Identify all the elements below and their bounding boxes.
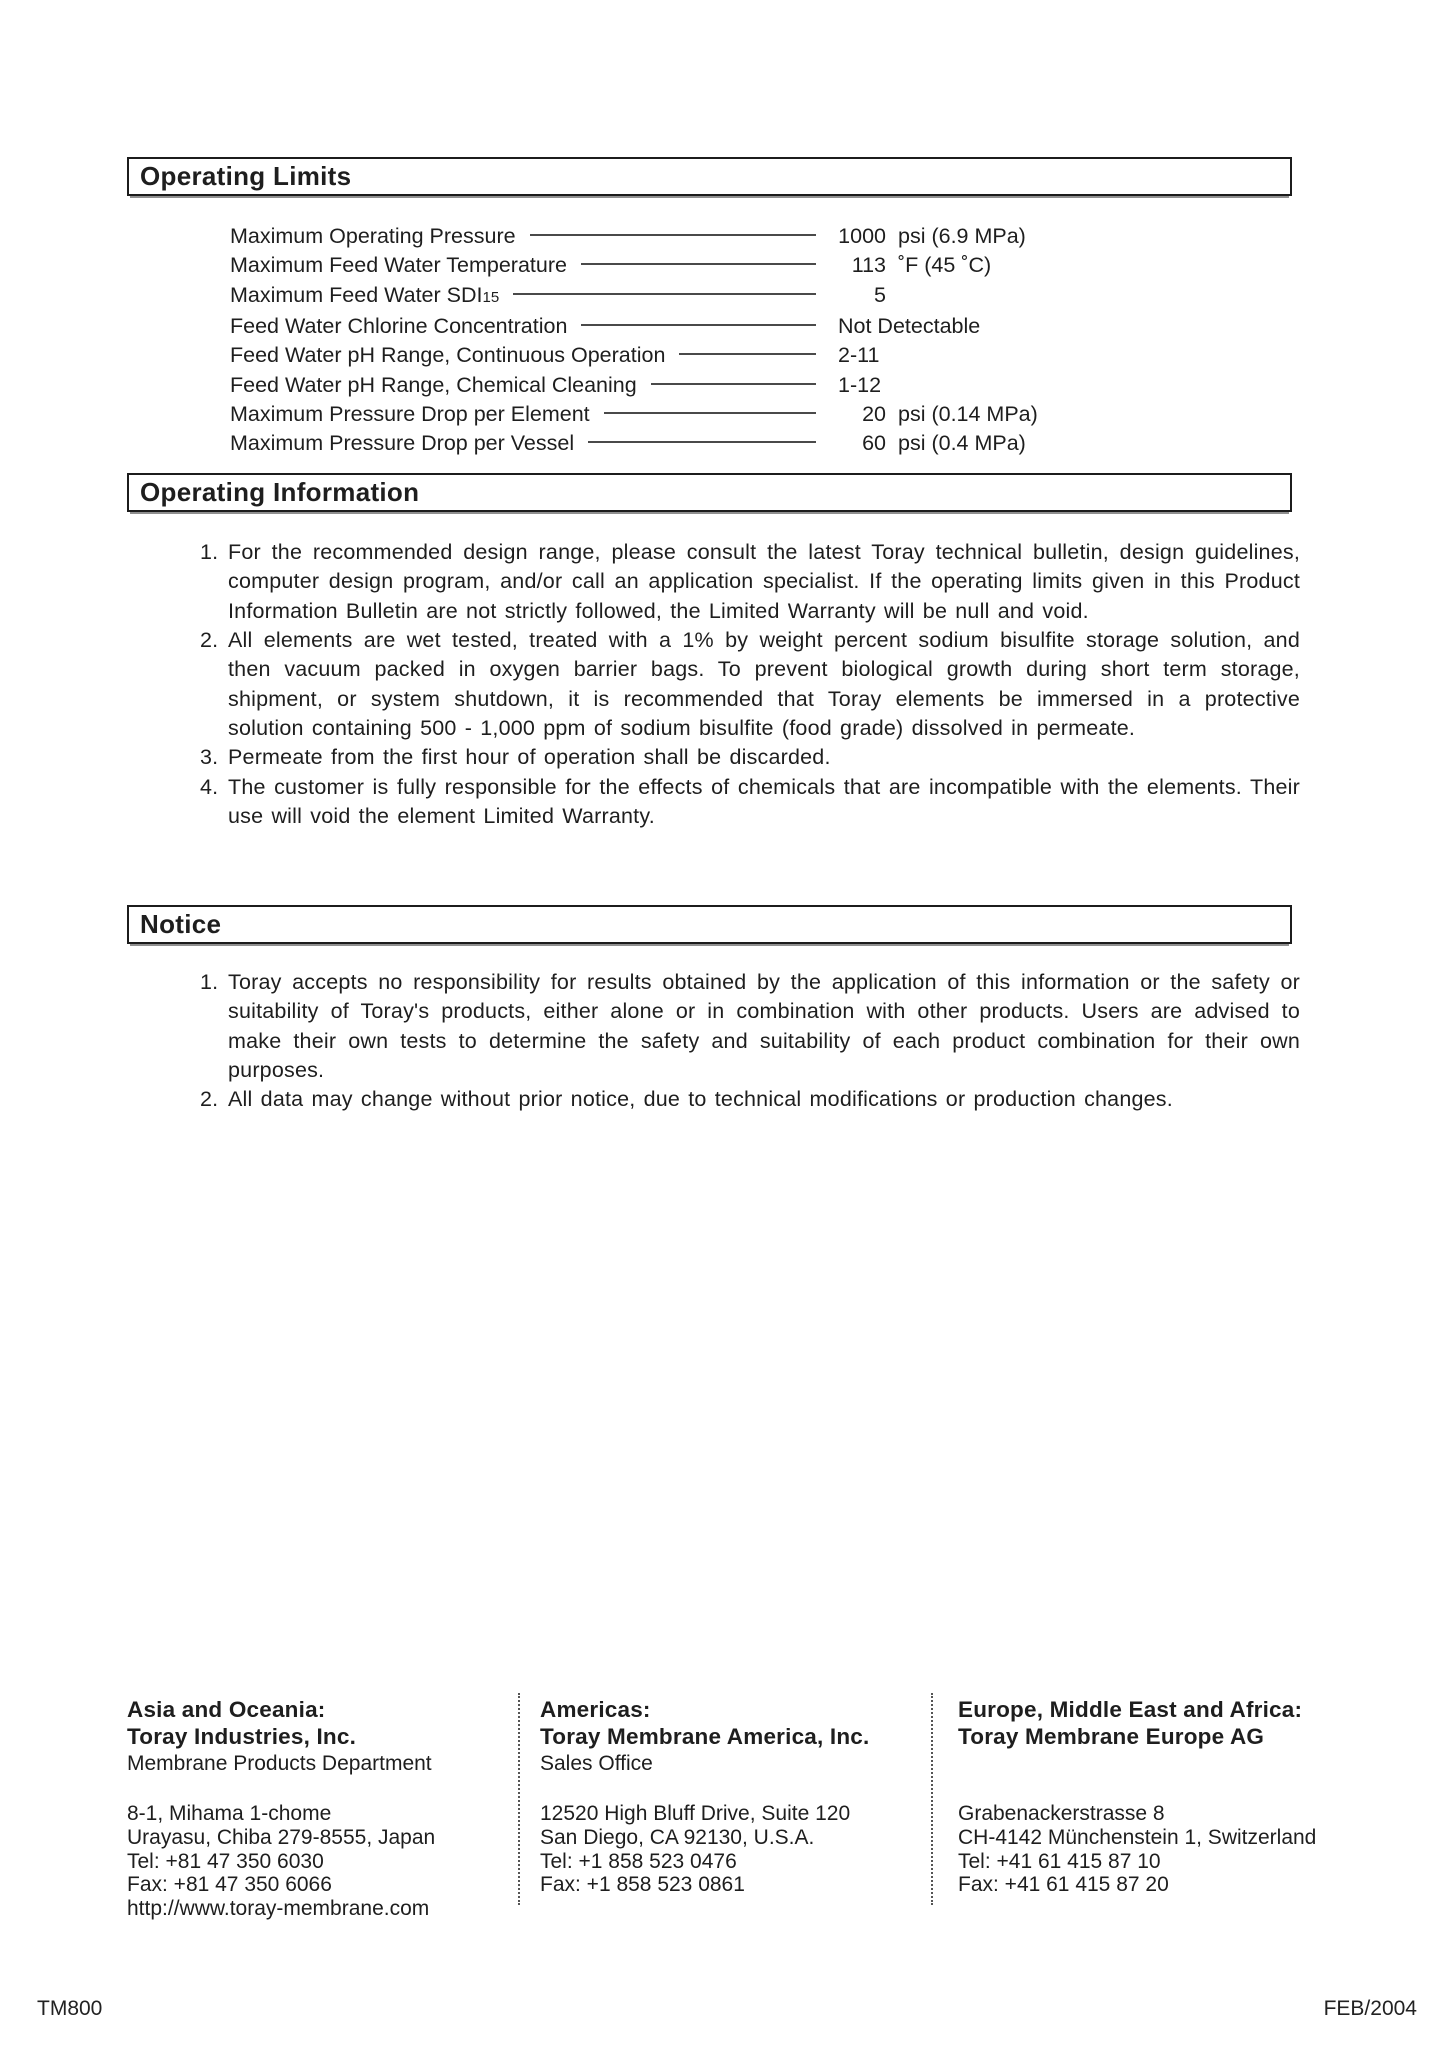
limit-label [230,222,516,251]
leader-line [581,251,816,265]
contact-line: 12520 High Bluff Drive, Suite 120 [540,1802,851,1825]
item-text: For the recommended design range, please consult the latest Toray technical bulletin, design guidelines, computer design program, and/or call an application specialist. If the operating limits given in this Product Information Bulletin are not strictly followed, the Limited Warranty will be null and void. [228,540,1300,623]
operating-limits-table [230,222,1295,459]
contact-header [540,1696,922,1802]
item-text: All data may change without prior notice, due to technical modifications or production changes. [228,1087,1173,1112]
limit-label [230,251,567,280]
limit-value-unit: psi (6.9 MPa) [898,224,1026,248]
limit-value [828,222,1295,251]
limit-value-number: 1000 [838,224,886,248]
limit-value-number: 5 [874,282,886,307]
contact-region: Europe, Middle East and Africa: [958,1697,1303,1722]
notice-list [200,968,1300,1115]
document-number: TM800 [37,1997,103,2020]
column-divider [518,1693,520,1905]
limit-label-subscript: 15 [482,288,500,306]
contact-company: Toray Membrane Europe AG [958,1724,1265,1749]
limit-label [230,281,499,312]
limit-value-unit: psi (0.4 MPa) [898,431,1026,456]
section-title: Notice [140,909,222,939]
contact-department: Sales Office [540,1752,653,1775]
limit-value [828,400,1295,429]
limit-label-text: Feed Water pH Range, Chemical Cleaning [230,372,637,397]
limit-label [230,400,590,429]
leader-line [679,341,816,355]
limit-value [828,429,1295,458]
contact-company: Toray Membrane America, Inc. [540,1724,870,1749]
limit-value-text: 2-11 [838,343,880,368]
contact-address [127,1802,509,1921]
section-header-notice [127,905,1292,944]
limit-value-number: 113 [851,253,886,278]
contact-column [958,1696,1418,1897]
leader-line [530,222,816,236]
contact-line: Grabenackerstrasse 8 [958,1802,1165,1825]
contact-line: San Diego, CA 92130, U.S.A. [540,1825,815,1849]
contact-header [127,1696,509,1802]
contact-line: 8-1, Mihama 1-chome [127,1802,332,1825]
section-title: Operating Limits [140,161,352,191]
contact-column [540,1696,922,1897]
leader-line [604,400,816,414]
list-item [200,968,1300,1085]
item-text: Permeate from the first hour of operation shall be discarded. [228,745,831,770]
item-text: All elements are wet tested, treated with a 1% by weight percent sodium bisulfite storage solution, and then vacuum packed in oxygen barrier bags. To prevent biological growth during short term storage, shipment, or system shutdown, it is recommended that Toray elements be immersed in a protective solution containing 500 - 1,000 ppm of sodium bisulfite (food grade) dissolved in permeate. [228,628,1300,741]
item-number: 1. [200,970,219,994]
item-number: 3. [200,745,219,770]
contact-line: CH-4142 Münchenstein 1, Switzerland [958,1825,1317,1849]
item-text: Toray accepts no responsibility for results obtained by the application of this information or the safety or suitability of Toray's products, either alone or in combination with other products. Users are advised to make their own tests to determine the safety and suitability of each product combination for their own purposes. [228,970,1300,1083]
contact-line: Fax: +81 47 350 6066 [127,1873,332,1897]
list-item [200,1085,1300,1114]
limit-value [828,341,1295,370]
limit-label-text: Feed Water pH Range, Continuous Operation [230,343,666,368]
limit-label [230,312,567,341]
limit-value-unit: ˚F (45 ˚C) [898,253,992,278]
list-item [200,773,1300,832]
limit-value-text: Not Detectable [838,314,981,339]
contact-region: Americas: [540,1697,651,1722]
item-number: 2. [200,628,219,653]
limit-label-text: Maximum Feed Water SDI [230,282,483,307]
column-divider [931,1693,933,1905]
limit-value [828,281,1295,312]
limit-value [828,251,1295,280]
leader-line [651,371,816,385]
leader-line [588,429,816,443]
item-number: 4. [200,774,219,799]
limit-label-text: Maximum Feed Water Temperature [230,253,567,278]
limit-label-text: Feed Water Chlorine Concentration [230,314,568,339]
limit-label-text: Maximum Operating Pressure [230,224,516,248]
contact-columns [0,1696,1446,1936]
page-footer [0,1997,1446,2021]
contact-header [958,1696,1418,1802]
limit-label-text: Maximum Pressure Drop per Element [230,402,590,427]
contact-line: Tel: +81 47 350 6030 [127,1849,324,1873]
operating-information-list [200,538,1300,831]
limit-value-number: 60 [862,431,886,456]
contact-region: Asia and Oceania: [127,1697,326,1722]
list-item [200,538,1300,626]
limit-value [828,371,1295,400]
limit-value [828,312,1295,341]
section-header-operating-information [127,473,1292,512]
limit-label [230,371,637,400]
section-header-operating-limits [127,157,1292,196]
limit-label-text: Maximum Pressure Drop per Vessel [230,431,575,456]
limit-row [230,371,1295,400]
contact-line: http://www.toray-membrane.com [127,1897,430,1921]
limit-row [230,222,1295,251]
limit-value-number: 20 [862,402,886,427]
contact-column [127,1696,509,1921]
contact-department: Membrane Products Department [127,1752,432,1775]
item-text: The customer is fully responsible for the effects of chemicals that are incompatible with the elements. Their use will void the element Limited Warranty. [228,774,1300,829]
contact-line: Fax: +41 61 415 87 20 [958,1873,1169,1897]
contact-line: Tel: +1 858 523 0476 [540,1849,737,1873]
document-date: FEB/2004 [1323,1997,1417,2020]
leader-line [581,312,816,326]
limit-row [230,400,1295,429]
limit-row [230,341,1295,370]
limit-label [230,341,665,370]
limit-value-text: 1-12 [838,372,882,397]
contact-company: Toray Industries, Inc. [127,1724,357,1749]
section-title: Operating Information [140,477,420,507]
limit-row [230,251,1295,280]
limit-row [230,429,1295,458]
item-number: 1. [200,540,219,564]
contact-address [540,1802,922,1897]
limit-value-unit: psi (0.14 MPa) [898,402,1038,427]
contact-address [958,1802,1418,1897]
contact-line: Urayasu, Chiba 279-8555, Japan [127,1825,436,1849]
contact-line: Fax: +1 858 523 0861 [540,1873,745,1897]
item-number: 2. [200,1087,219,1112]
list-item [200,626,1300,743]
leader-line [513,281,816,295]
limit-label [230,429,574,458]
limit-row [230,312,1295,341]
list-item [200,743,1300,772]
contact-line: Tel: +41 61 415 87 10 [958,1849,1161,1873]
limit-row [230,281,1295,312]
